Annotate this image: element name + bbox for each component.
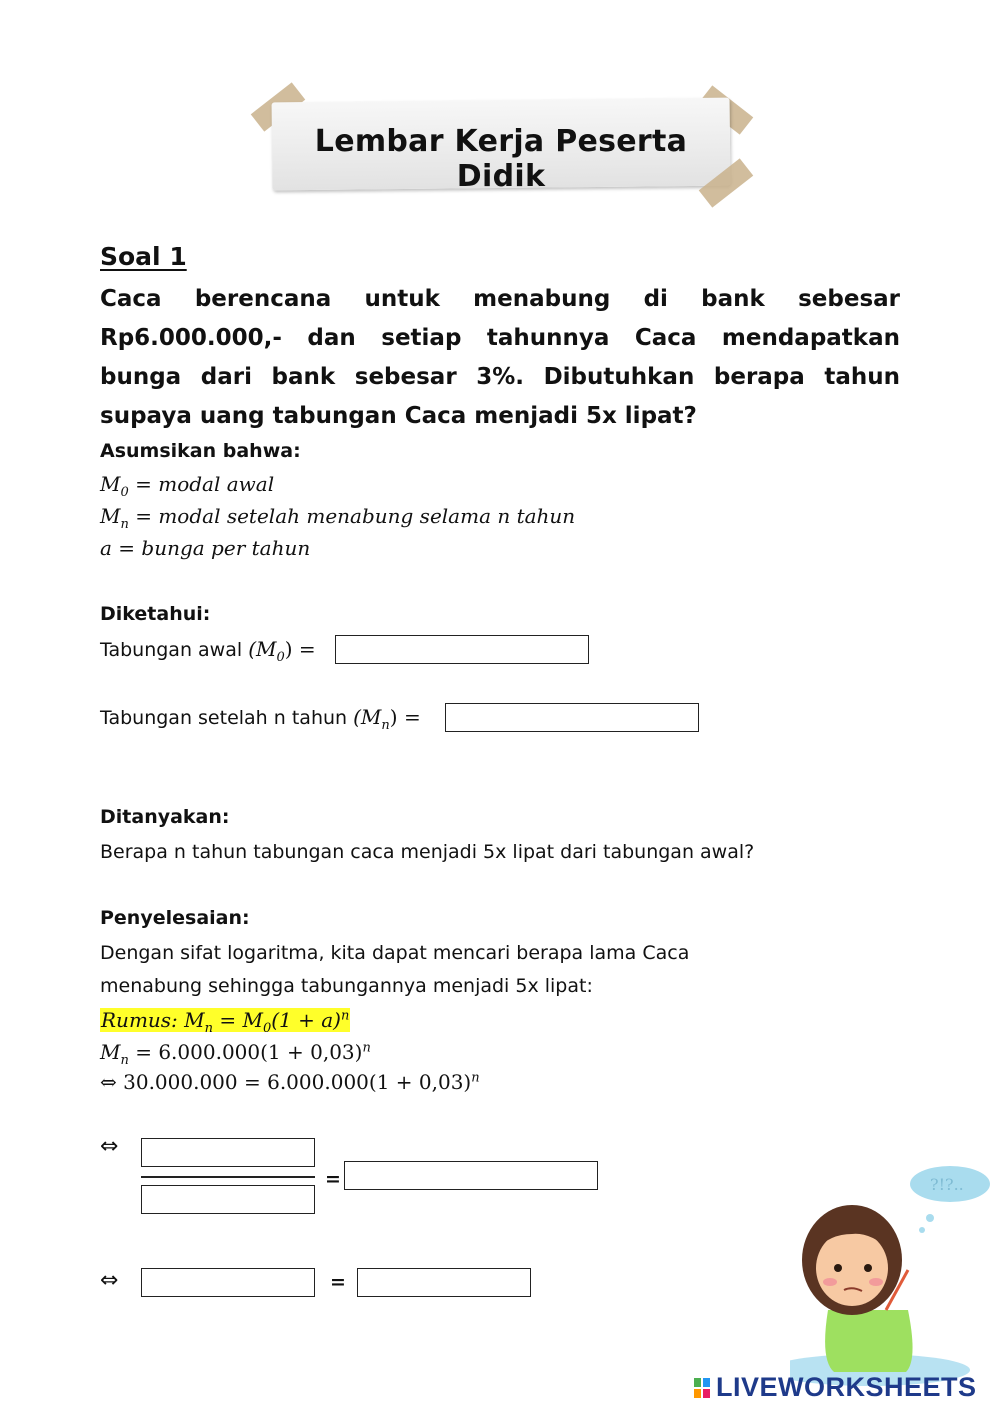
equals-sign: = (325, 1168, 341, 1190)
asked-text: Berapa n tahun tabungan caca menjadi 5x lipat dari tabungan awal? (100, 841, 755, 863)
girl-thinking-illustration (790, 1160, 1000, 1390)
equals-sign: = (330, 1271, 346, 1293)
thought-text: ?!?.. (930, 1175, 964, 1194)
equivalence-symbol: ⇔ (100, 1134, 119, 1159)
solution-heading: Penyelesaian: (100, 907, 250, 929)
bubble-dot (919, 1227, 925, 1233)
equation-line: ⇔ $30.000.000 = 6.000.000(1 + 0,03)^n$ (100, 1070, 480, 1094)
eye-shape (834, 1264, 842, 1272)
cheek-shape (823, 1278, 837, 1286)
fraction-bar (141, 1176, 315, 1178)
question-text: Caca berencana untuk menabung di bank sebesar Rp6.000.000,- dan setiap tahunnya Caca mendapatkan bunga dari bank sebesar 3%. Dibutuhkan berapa tahun supaya uang tabungan Caca menjadi 5x lipat? (100, 286, 900, 429)
page-title: Lembar Kerja Peserta Didik (314, 124, 688, 194)
fraction-result-input[interactable] (344, 1161, 598, 1190)
question-heading: Soal 1 (100, 242, 187, 271)
final-savings-label: Tabungan setelah n tahun $(M_n)$ = (100, 705, 421, 733)
assumption-heading: Asumsikan bahwa: (100, 440, 301, 462)
liveworksheets-logo-icon (694, 1378, 710, 1398)
answer-left-input[interactable] (141, 1268, 315, 1297)
known-heading: Diketahui: (100, 603, 211, 625)
numerator-input[interactable] (141, 1138, 315, 1167)
shirt-shape (825, 1310, 912, 1372)
initial-savings-label: Tabungan awal $(M_0)$ = (100, 637, 316, 665)
denominator-input[interactable] (141, 1185, 315, 1214)
equivalence-symbol: ⇔ (100, 1268, 119, 1293)
assumption-line: $M_0$ = modal awal (100, 472, 275, 500)
eye-shape (864, 1264, 872, 1272)
assumption-line: a = bunga per tahun (100, 536, 311, 560)
cheek-shape (869, 1278, 883, 1286)
liveworksheets-brand: LIVEWORKSHEETS (716, 1372, 977, 1402)
solution-text: Dengan sifat logaritma, kita dapat mencari berapa lama Caca (100, 942, 690, 964)
solution-text: menabung sehingga tabungannya menjadi 5x lipat: (100, 975, 593, 997)
equation-line: $M_n = 6.000.000(1 + 0,03)^n$ (100, 1040, 371, 1068)
answer-right-input[interactable] (357, 1268, 531, 1297)
final-savings-input[interactable] (445, 703, 699, 732)
face-shape (816, 1230, 888, 1306)
assumption-line: $M_n$ = modal setelah menabung selama n tahun (100, 504, 576, 532)
bubble-dot (926, 1214, 934, 1222)
initial-savings-input[interactable] (335, 635, 589, 664)
formula: Rumus: $M_n = M_0(1 + a)^n$ (101, 1008, 350, 1036)
asked-heading: Ditanyakan: (100, 806, 230, 828)
